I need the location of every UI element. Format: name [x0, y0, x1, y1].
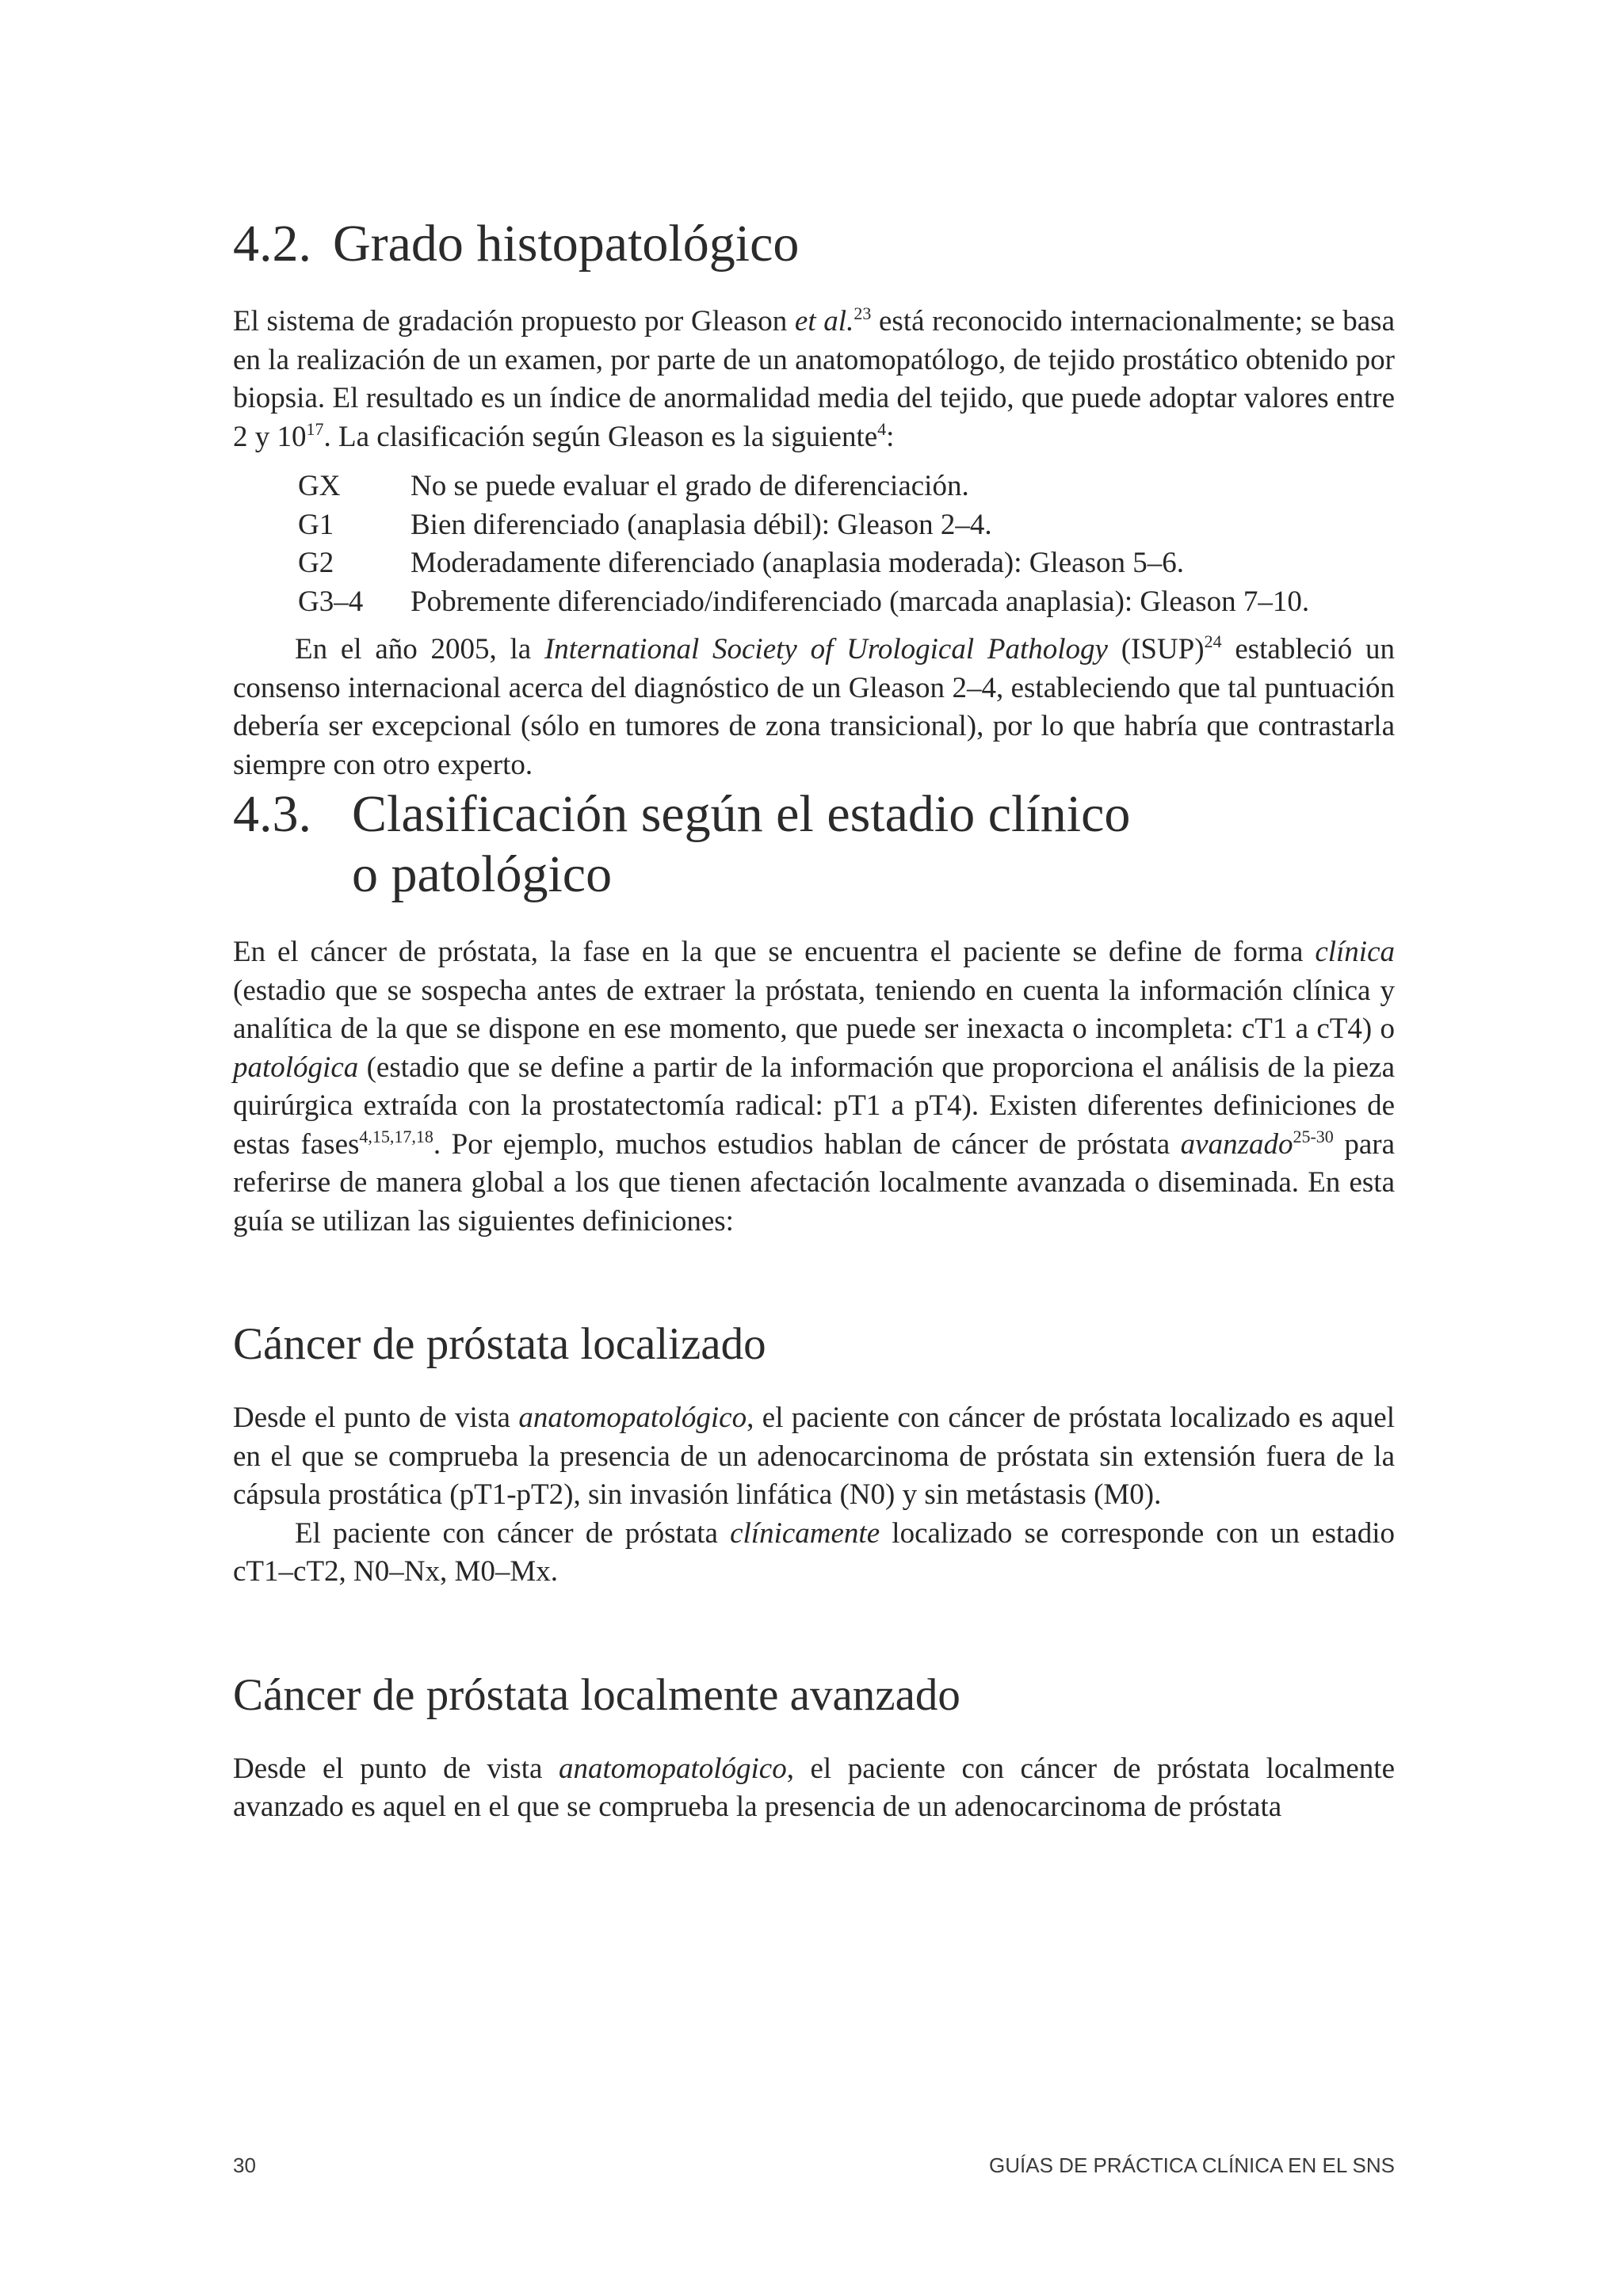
section-title-line: o patológico: [352, 845, 613, 903]
section-heading-4-3: [233, 784, 1395, 905]
subheading-localizado: Cáncer de próstata localizado: [233, 1319, 766, 1369]
text-run: para referirse de manera global a los que tienen afectación localmente avanzada o diseminada. En esta guía se utilizan las siguientes definiciones:: [233, 1127, 1395, 1238]
superscript: 17: [306, 418, 324, 439]
grade-code: G2: [298, 547, 334, 579]
text-run: estableció un consenso internacional acerca del diagnóstico de un Gleason 2–4, estableciendo que tal puntuación debería ser excepcional (sólo en tumores de zona transicional), por lo que habría que contrastarla siempre con otro experto.: [233, 633, 1396, 781]
section-number: 4.3.: [233, 785, 311, 843]
text-run: localizado se corresponde con un estadio cT1–cT2, N0–Nx, M0–Mx.: [233, 1516, 1395, 1588]
grade-row: [298, 467, 1395, 506]
section-heading-4-2: [233, 214, 1395, 274]
grade-row: [298, 583, 1395, 622]
paragraph-avanzado-pathologic: [233, 1750, 1395, 1827]
text-run: En el cáncer de próstata, la fase en la que se encuentra el paciente se define de forma: [233, 936, 1316, 968]
text-run: , el paciente con cáncer de próstata localizado es aquel en el que se comprueba la presencia de un adenocarcinoma de próstata sin extensión fuera de la cápsula prostática (pT1-pT2), sin invasión linfática (N0) y sin metástasis (M0).: [233, 1402, 1396, 1511]
grade-row: [298, 506, 1395, 545]
reference-superscript: 24: [1204, 631, 1222, 651]
section-number: 4.2.: [233, 215, 311, 273]
reference-superscript: 23: [854, 303, 872, 323]
text-run: El sistema de gradación propuesto por Gleason: [233, 305, 795, 338]
page-body: [233, 214, 1395, 1827]
italic-text: clínicamente: [730, 1516, 880, 1550]
text-run: . La clasificación según Gleason es la siguiente: [323, 420, 878, 453]
gleason-grade-list: [298, 467, 1395, 621]
grade-code: GX: [298, 470, 341, 502]
grade-code: G3–4: [298, 585, 364, 618]
reference-superscript: 25-30: [1293, 1126, 1334, 1146]
text-run: , el paciente con cáncer de próstata localmente avanzado es aquel en el que se comprueba la presencia de un adenocarcinoma de próstata: [233, 1752, 1395, 1823]
italic-text: clínica: [1315, 936, 1395, 968]
text-run: (ISUP): [1107, 633, 1205, 666]
italic-text: avanzado: [1180, 1127, 1293, 1161]
text-run: (estadio que se define a partir de la información que proporciona el análisis de la pieza quirúrgica extraída con la prostatectomía radical: pT1 a pT4). Existen diferentes definiciones de estas fases: [233, 1051, 1395, 1161]
grade-description: No se puede evaluar el grado de diferenciación.: [411, 470, 969, 502]
text-run: Desde el punto de vista: [233, 1752, 559, 1785]
subheading-localmente-avanzado: Cáncer de próstata localmente avanzado: [233, 1669, 960, 1720]
page-footer: [233, 2153, 1395, 2178]
grade-description: Moderadamente diferenciado (anaplasia moderada): Gleason 5–6.: [411, 547, 1184, 579]
text-run: El paciente con cáncer de próstata: [295, 1516, 731, 1550]
text-run: En el año 2005, la: [295, 633, 544, 666]
text-run: :: [886, 420, 895, 453]
paragraph-staging-intro: [233, 933, 1395, 1241]
text-run: Desde el punto de vista: [233, 1402, 519, 1434]
paragraph-localizado-pathologic: [233, 1399, 1395, 1515]
section-title: [352, 784, 1130, 905]
reference-superscript: 4,15,17,18: [359, 1126, 433, 1146]
paragraph-gleason-intro: [233, 303, 1395, 456]
section-title-line: Clasificación según el estadio clínico: [352, 785, 1131, 843]
grade-row: [298, 544, 1395, 583]
italic-text: anatomopatológico: [558, 1752, 787, 1785]
grade-description: Pobremente diferenciado/indiferenciado (marcada anaplasia): Gleason 7–10.: [411, 585, 1310, 618]
paragraph-localizado-clinical: [233, 1515, 1395, 1592]
text-run: . Por ejemplo, muchos estudios hablan de cáncer de próstata: [433, 1127, 1181, 1161]
grade-description: Bien diferenciado (anaplasia débil): Gleason 2–4.: [411, 508, 992, 541]
page-number: 30: [233, 2153, 256, 2177]
italic-text: International Society of Urological Pathology: [544, 633, 1108, 666]
text-run: está reconocido internacionalmente; se basa en la realización de un examen, por parte de un anatomopatólogo, de tejido prostático obtenido por biopsia. El resultado es un índice de anormalidad media del tejido, que puede adoptar valores entre 2 y 10: [233, 305, 1396, 453]
text-run: (estadio que se sospecha antes de extraer la próstata, teniendo en cuenta la información clínica y analítica de la que se dispone en ese momento, que puede ser inexacta o incompleta: cT1 a cT4) o: [233, 974, 1395, 1045]
italic-text: et al.: [794, 305, 854, 338]
paragraph-isup: [233, 631, 1395, 784]
section-title: Grado histopatológico: [333, 215, 800, 273]
italic-text: anatomopatológico: [518, 1402, 747, 1434]
reference-superscript: 4: [877, 418, 887, 439]
grade-code: G1: [298, 508, 334, 541]
italic-text: patológica: [233, 1051, 359, 1084]
running-title: GUÍAS DE PRÁCTICA CLÍNICA EN EL SNS: [989, 2153, 1395, 2177]
